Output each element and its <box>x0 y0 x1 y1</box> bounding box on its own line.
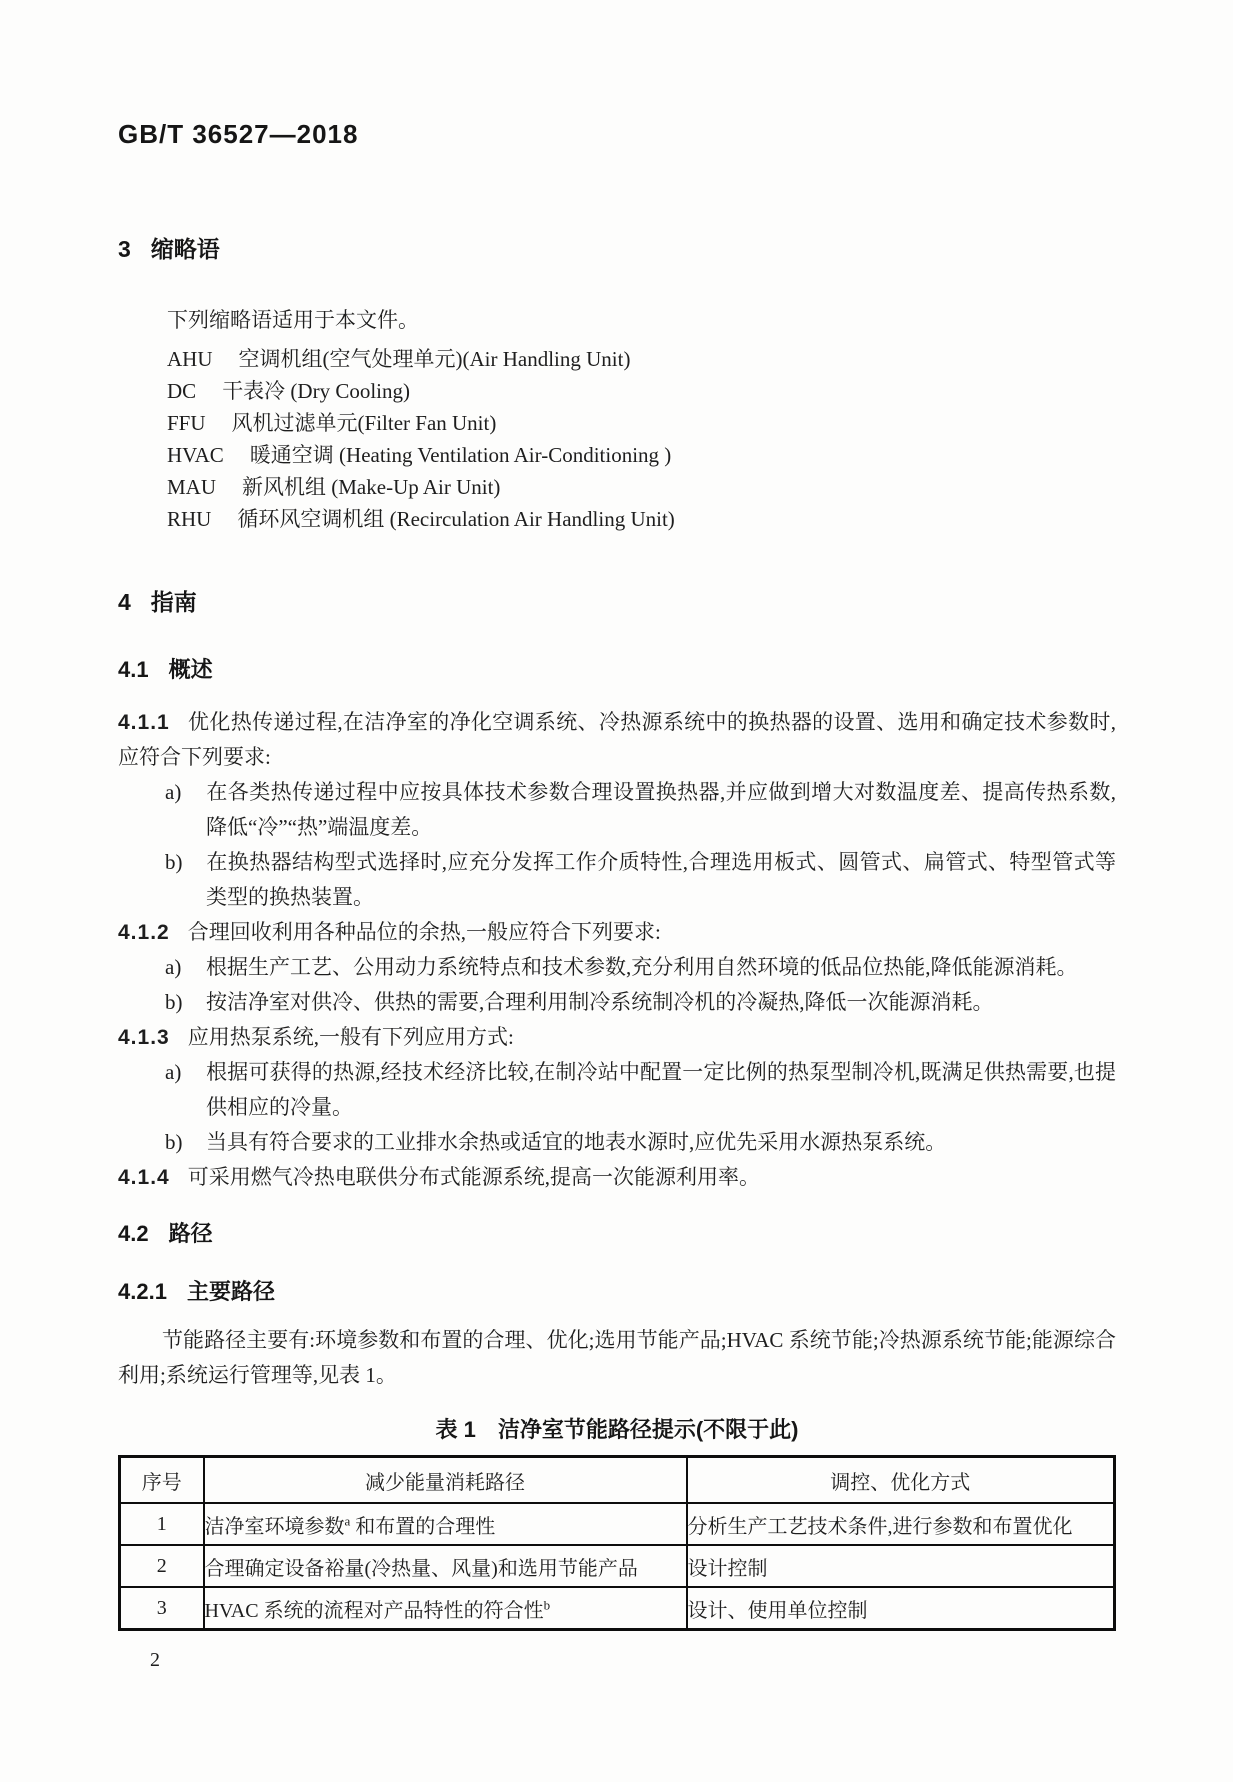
cell-method: 设计控制 <box>687 1545 1115 1587</box>
table-header-row <box>120 1457 1115 1504</box>
clause-text: 应用热泵系统,一般有下列应用方式: <box>187 1025 514 1049</box>
abbr-row-dc <box>118 375 1116 407</box>
table-row <box>120 1587 1115 1630</box>
table-row <box>120 1503 1115 1545</box>
abbr-definition: 干表冷 (Dry Cooling) <box>222 379 411 403</box>
section-4-1-heading <box>118 655 1116 685</box>
section-4-2-1-heading <box>118 1277 1116 1307</box>
energy-saving-paths-table <box>118 1455 1116 1631</box>
cell-no: 1 <box>120 1503 204 1545</box>
section-4-heading <box>118 587 1116 617</box>
item-text: 根据可获得的热源,经技术经济比较,在制冷站中配置一定比例的热泵型制冷机,既满足供热需要,也提供相应的冷量。 <box>206 1060 1116 1119</box>
clause-4-1-2-item-b <box>118 985 1116 1020</box>
abbr-row-rhu <box>118 503 1116 535</box>
item-text: 在各类热传递过程中应按具体技术参数合理设置换热器,并应做到增大对数温度差、提高传热系数,降低“冷”“热”端温度差。 <box>206 780 1116 839</box>
clause-4-1-3-item-a <box>118 1055 1116 1125</box>
item-label: b) <box>165 1130 183 1154</box>
clause-number: 4.1.4 <box>118 1166 170 1189</box>
item-label: a) <box>165 1060 182 1084</box>
item-text: 当具有符合要求的工业排水余热或适宜的地表水源时,应优先采用水源热泵系统。 <box>206 1130 947 1154</box>
cell-method: 设计、使用单位控制 <box>687 1587 1115 1630</box>
abbr-term: RHU <box>167 507 212 531</box>
section-4-2-number: 4.2 <box>118 1221 149 1246</box>
cell-no: 3 <box>120 1587 204 1630</box>
abbreviation-list <box>118 343 1116 535</box>
cell-path <box>204 1545 687 1587</box>
table-1-label: 表 1 <box>435 1417 476 1442</box>
col-header-no: 序号 <box>120 1457 204 1504</box>
section-4-2-1-title: 主要路径 <box>186 1279 275 1304</box>
section-4-number: 4 <box>118 589 131 615</box>
abbr-row-hvac <box>118 439 1116 471</box>
section-3-number: 3 <box>118 236 131 262</box>
cell-path-text-rest: 和布置的合理性 <box>350 1515 496 1538</box>
abbr-term: AHU <box>167 347 213 371</box>
clause-4-1-1 <box>118 705 1116 775</box>
clause-number: 4.1.1 <box>118 711 170 734</box>
abbr-definition: 空调机组(空气处理单元)(Air Handling Unit) <box>238 347 631 371</box>
section-4-2-1-number: 4.2.1 <box>118 1279 167 1304</box>
cell-path-superscript: a <box>344 1512 351 1528</box>
abbr-definition: 风机过滤单元(Filter Fan Unit) <box>231 411 497 435</box>
section-4-1-title: 概述 <box>168 657 213 682</box>
cell-path-text: 洁净室环境参数 <box>204 1515 345 1538</box>
abbr-definition: 新风机组 (Make-Up Air Unit) <box>242 475 501 499</box>
clause-number: 4.1.3 <box>118 1026 170 1049</box>
table-1-caption: 洁净室节能路径提示(不限于此) <box>497 1417 799 1442</box>
abbr-definition: 循环风空调机组 (Recirculation Air Handling Unit) <box>237 507 675 531</box>
col-header-method: 调控、优化方式 <box>687 1457 1115 1504</box>
section-4-2-heading <box>118 1219 1116 1249</box>
page-number: 2 <box>150 1649 160 1671</box>
item-label: b) <box>165 990 183 1014</box>
cell-method: 分析生产工艺技术条件,进行参数和布置优化 <box>687 1503 1115 1545</box>
clause-4-1-4 <box>118 1160 1116 1195</box>
cell-path <box>204 1587 687 1630</box>
clause-4-1-2 <box>118 915 1116 950</box>
clause-4-1-1-item-b <box>118 845 1116 915</box>
clause-4-1-1-item-a <box>118 775 1116 845</box>
section-4-2-title: 路径 <box>168 1221 213 1246</box>
abbr-intro: 下列缩略语适用于本文件。 <box>167 308 419 332</box>
abbr-definition: 暖通空调 (Heating Ventilation Air-Conditioning ) <box>249 443 672 467</box>
clause-4-1-3 <box>118 1020 1116 1055</box>
clause-number: 4.1.2 <box>118 921 170 944</box>
item-label: a) <box>165 955 182 979</box>
cell-no: 2 <box>120 1545 204 1587</box>
clause-text: 优化热传递过程,在洁净室的净化空调系统、冷热源系统中的换热器的设置、选用和确定技术参数时,应符合下列要求: <box>118 710 1116 769</box>
table-1-title <box>118 1415 1116 1445</box>
doc-code: GB/T 36527—2018 <box>118 119 359 149</box>
cell-path-text: 合理确定设备裕量(冷热量、风量)和选用节能产品 <box>204 1557 638 1580</box>
section-3-title: 缩略语 <box>150 236 220 262</box>
cell-path-text: HVAC 系统的流程对产品特性的符合性 <box>204 1599 544 1622</box>
clause-4-1-3-item-b <box>118 1125 1116 1160</box>
abbr-term: FFU <box>167 411 206 435</box>
col-header-path: 减少能量消耗路径 <box>204 1457 687 1504</box>
item-label: b) <box>165 850 183 874</box>
clause-text: 可采用燃气冷热电联供分布式能源系统,提高一次能源利用率。 <box>187 1165 760 1189</box>
item-label: a) <box>165 780 182 804</box>
abbr-term: MAU <box>167 475 217 499</box>
clause-4-1-2-item-a <box>118 950 1116 985</box>
cell-path <box>204 1503 687 1545</box>
item-text: 根据生产工艺、公用动力系统特点和技术参数,充分利用自然环境的低品位热能,降低能源消耗。 <box>206 955 1078 979</box>
abbr-term: HVAC <box>167 443 224 467</box>
abbr-row-ffu <box>118 407 1116 439</box>
section-4-title: 指南 <box>150 589 197 615</box>
abbr-term: DC <box>167 379 197 403</box>
abbr-row-ahu <box>118 343 1116 375</box>
cell-path-superscript: b <box>543 1596 551 1612</box>
item-text: 在换热器结构型式选择时,应充分发挥工作介质特性,合理选用板式、圆管式、扁管式、特型管式等类型的换热装置。 <box>206 850 1116 909</box>
clause-text: 合理回收利用各种品位的余热,一般应符合下列要求: <box>187 920 661 944</box>
abbr-row-mau <box>118 471 1116 503</box>
table-row <box>120 1545 1115 1587</box>
item-text: 按洁净室对供冷、供热的需要,合理利用制冷系统制冷机的冷凝热,降低一次能源消耗。 <box>206 990 994 1014</box>
section-4-1-number: 4.1 <box>118 657 149 682</box>
section-3-heading <box>118 234 1116 264</box>
paragraph-4-2-1: 节能路径主要有:环境参数和布置的合理、优化;选用节能产品;HVAC 系统节能;冷热源系统节能;能源综合利用;系统运行管理等,见表 1。 <box>118 1328 1116 1387</box>
